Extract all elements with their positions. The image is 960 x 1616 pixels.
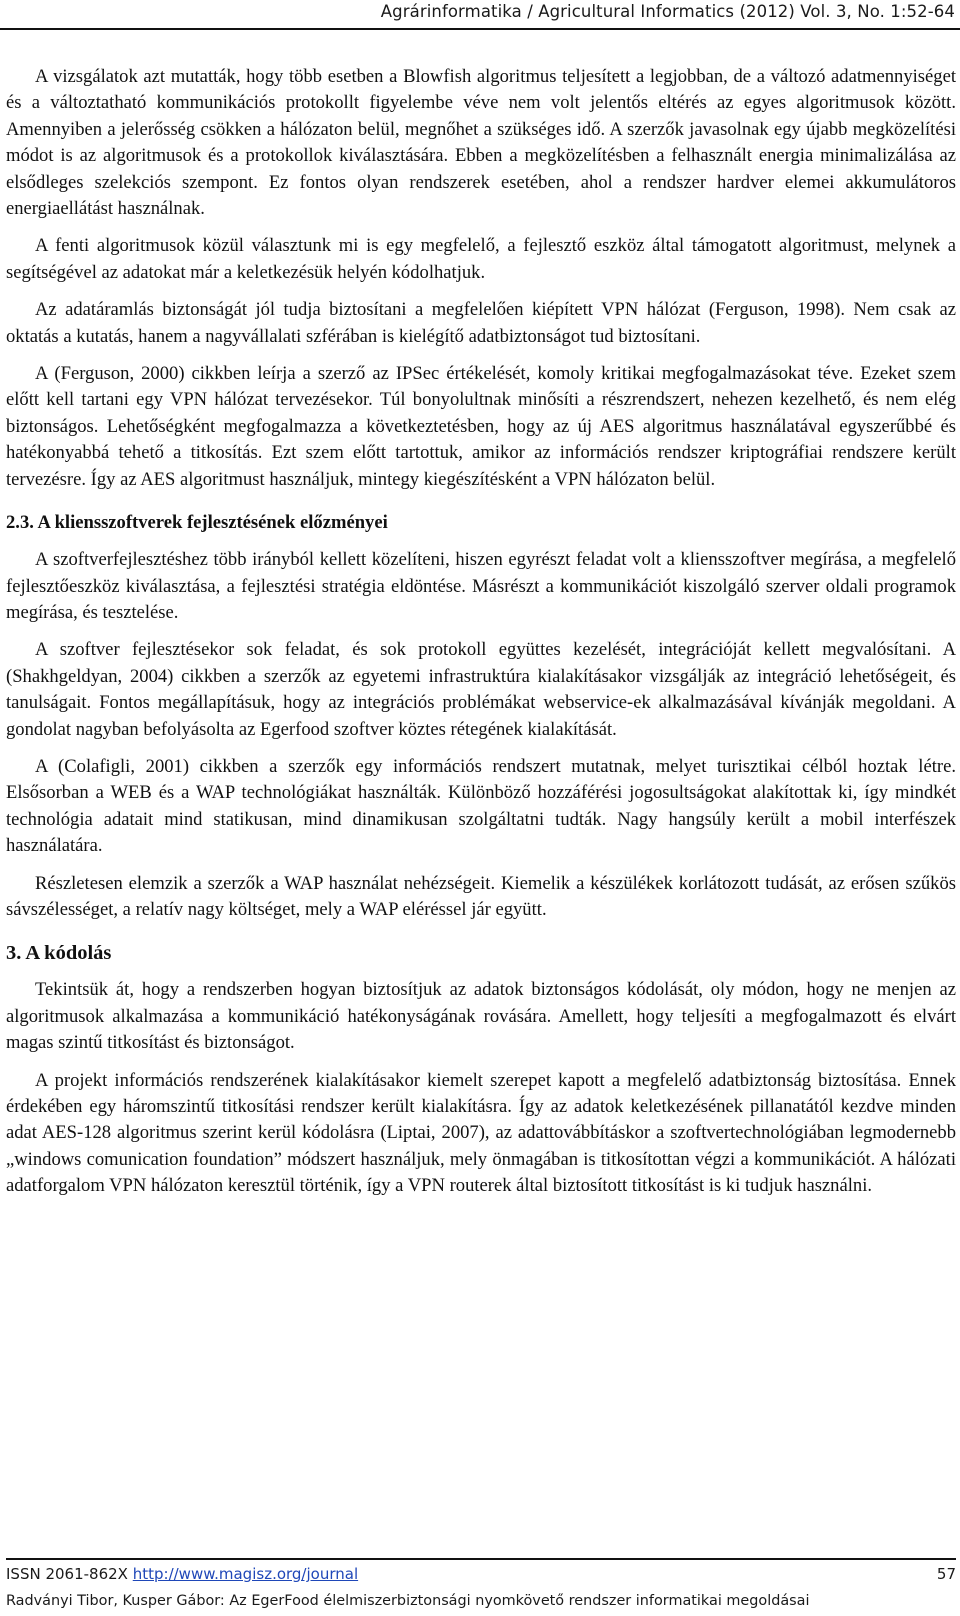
footer-divider: [6, 1558, 956, 1560]
journal-link[interactable]: http://www.magisz.org/journal: [132, 1565, 359, 1583]
paragraph-8: Részletesen elemzik a szerzők a WAP használat nehézségeit. Kiemelik a készülékek korlátozott tudását, az erősen szűkös sávszélességet, a relatív nagy költséget, mely a WAP eléréssel jár együtt.: [6, 872, 956, 920]
issn-text: ISSN 2061-862X: [6, 1565, 128, 1583]
section-heading-2-3: 2.3. A kliensszoftverek fejlesztésének előzményei: [6, 512, 388, 534]
footer-citation: Radványi Tibor, Kusper Gábor: Az EgerFood élelmiszerbiztonsági nyomkövető rendszer informatikai megoldásai: [6, 1593, 810, 1609]
paragraph-6: A szoftver fejlesztésekor sok feladat, és sok protokoll együttes kezelését, integrációját kellett megvalósítani. A (Shakhgeldyan, 2004) cikkben a szerzők az egyetemi infrastruktúra kialakításakor vizsgálják az integráció lehetőségeit, és tanulságait. Fontos megállapításuk, hogy az integrációs problémákat webservice-ek alkalmazásával kívánják megoldani. A gondolat nagyban befolyásolta az Egerfood szoftver köztes rétegének kialakítását.: [6, 639, 956, 740]
paragraph-9: Tekintsük át, hogy a rendszerben hogyan biztosítjuk az adatok biztonságos kódolását, oly módon, hogy ne menjen az algoritmusok alkalmazása a kommunikáció hatékonyságának rovására. Amellett, hogy teljesíti a megfogalmazott és elvárt magas szintű titkosítást és biztonságot.: [6, 979, 956, 1054]
article-body: [6, 64, 956, 1211]
paragraph-5: A szoftverfejlesztéshez több irányból kellett közelíteni, hiszen egyrészt feladat volt a kliensszoftver megírása, a megfelelő fejlesztőeszköz kiválasztása, a fejlesztési stratégia eldöntése. Másrészt a kommunikációt kiszolgáló szerver oldali programok megírása, és tesztelése.: [6, 549, 956, 623]
footer-publication-line: [6, 1564, 956, 1584]
paragraph-10: A projekt információs rendszerének kialakításakor kiemelt szerepet kapott a megfelelő adatbiztonság biztosítása. Ennek érdekében egy háromszintű titkosítási rendszer került kialakításra. Így az adatok keletkezésének pillanatától kezdve minden adat AES-128 algoritmus szerint kerül kódolásra (Liptai, 2007), az adattovábbításkor a szoftvertechnológiában legmodernebb „windows comunication foundation” módszert használjuk, mely önmagában is titkosítottan végzi a kommunikációt. A hálózati adatforgalom VPN hálózaton keresztül történik, így a VPN routerek által biztosított titkosítást is ki tudjuk használni.: [6, 1069, 956, 1197]
section-heading-3: 3. A kódolás: [6, 942, 112, 965]
page-number: 57: [936, 1565, 956, 1583]
paragraph-7: A (Colafigli, 2001) cikkben a szerzők egy információs rendszert mutatnak, melyet turisztikai célból hoztak létre. Elsősorban a WEB és a WAP technológiákat használták. Különböző hozzáférési jogosultságokat alakítottak ki, így mindkét technológia adatait mind statikusan, mind dinamikusan szolgáltatni tudták. Nagy hangsúly került a mobil interfészek használatára.: [6, 755, 956, 857]
paragraph-3: Az adatáramlás biztonságát jól tudja biztosítani a megfelelően kiépített VPN hálózat (Ferguson, 1998). Nem csak az oktatás a kutatás, hanem a nagyvállalati szférában is kielégítő adatbiztonságot tud biztosítani.: [6, 299, 956, 347]
paragraph-2: A fenti algoritmusok közül választunk mi is egy megfelelő, a fejlesztő eszköz által támogatott algoritmust, melynek a segítségével az adatokat már a keletkezésük helyén kódolhatjuk.: [6, 235, 956, 283]
paragraph-1: A vizsgálatok azt mutatták, hogy több esetben a Blowfish algoritmus teljesített a legjobban, de a változó adatmennyiséget és a változtatható kommunikációs protokollt figyelembe véve nem volt jelentős eltérés az egyes algoritmusok között. Amennyiben a jelerősség csökken a hálózaton belül, megnőhet a szükséges idő. A szerzők javasolnak egy újabb megközelítési módot is az algoritmusok és a protokollok kiválasztására. Ebben a megközelítésben a felhasznált energia minimalizálása az elsődleges szelekciós szempont. Ez fontos olyan rendszerek esetében, ahol a rendszer hardver elemei akkumulátoros energiaellátást használnak.: [6, 66, 956, 220]
running-header: Agrárinformatika / Agricultural Informatics (2012) Vol. 3, No. 1:52-64: [380, 2, 955, 21]
paragraph-4: A (Ferguson, 2000) cikkben leírja a szerző az IPSec értékelését, komoly kritikai megfogalmazásokat téve. Ezeket szem előtt kell tartani egy VPN hálózat tervezésekor. Túl bonyolultnak minősíti a részrendszert, nehezen kezelhető, és nem elég biztonságos. Lehetőségként megfogalmazza a következtetésben, hogy az új AES algoritmus használatával egyszerűbbé és hatékonyabbá tehető a titkosítás. Ezt szem előtt tartottuk, amikor az információs rendszer kriptográfiai rendszere került tervezésre. Így az AES algoritmust használjuk, mintegy kiegészítésként a VPN hálózaton belül.: [6, 363, 956, 490]
header-divider: [0, 28, 960, 30]
